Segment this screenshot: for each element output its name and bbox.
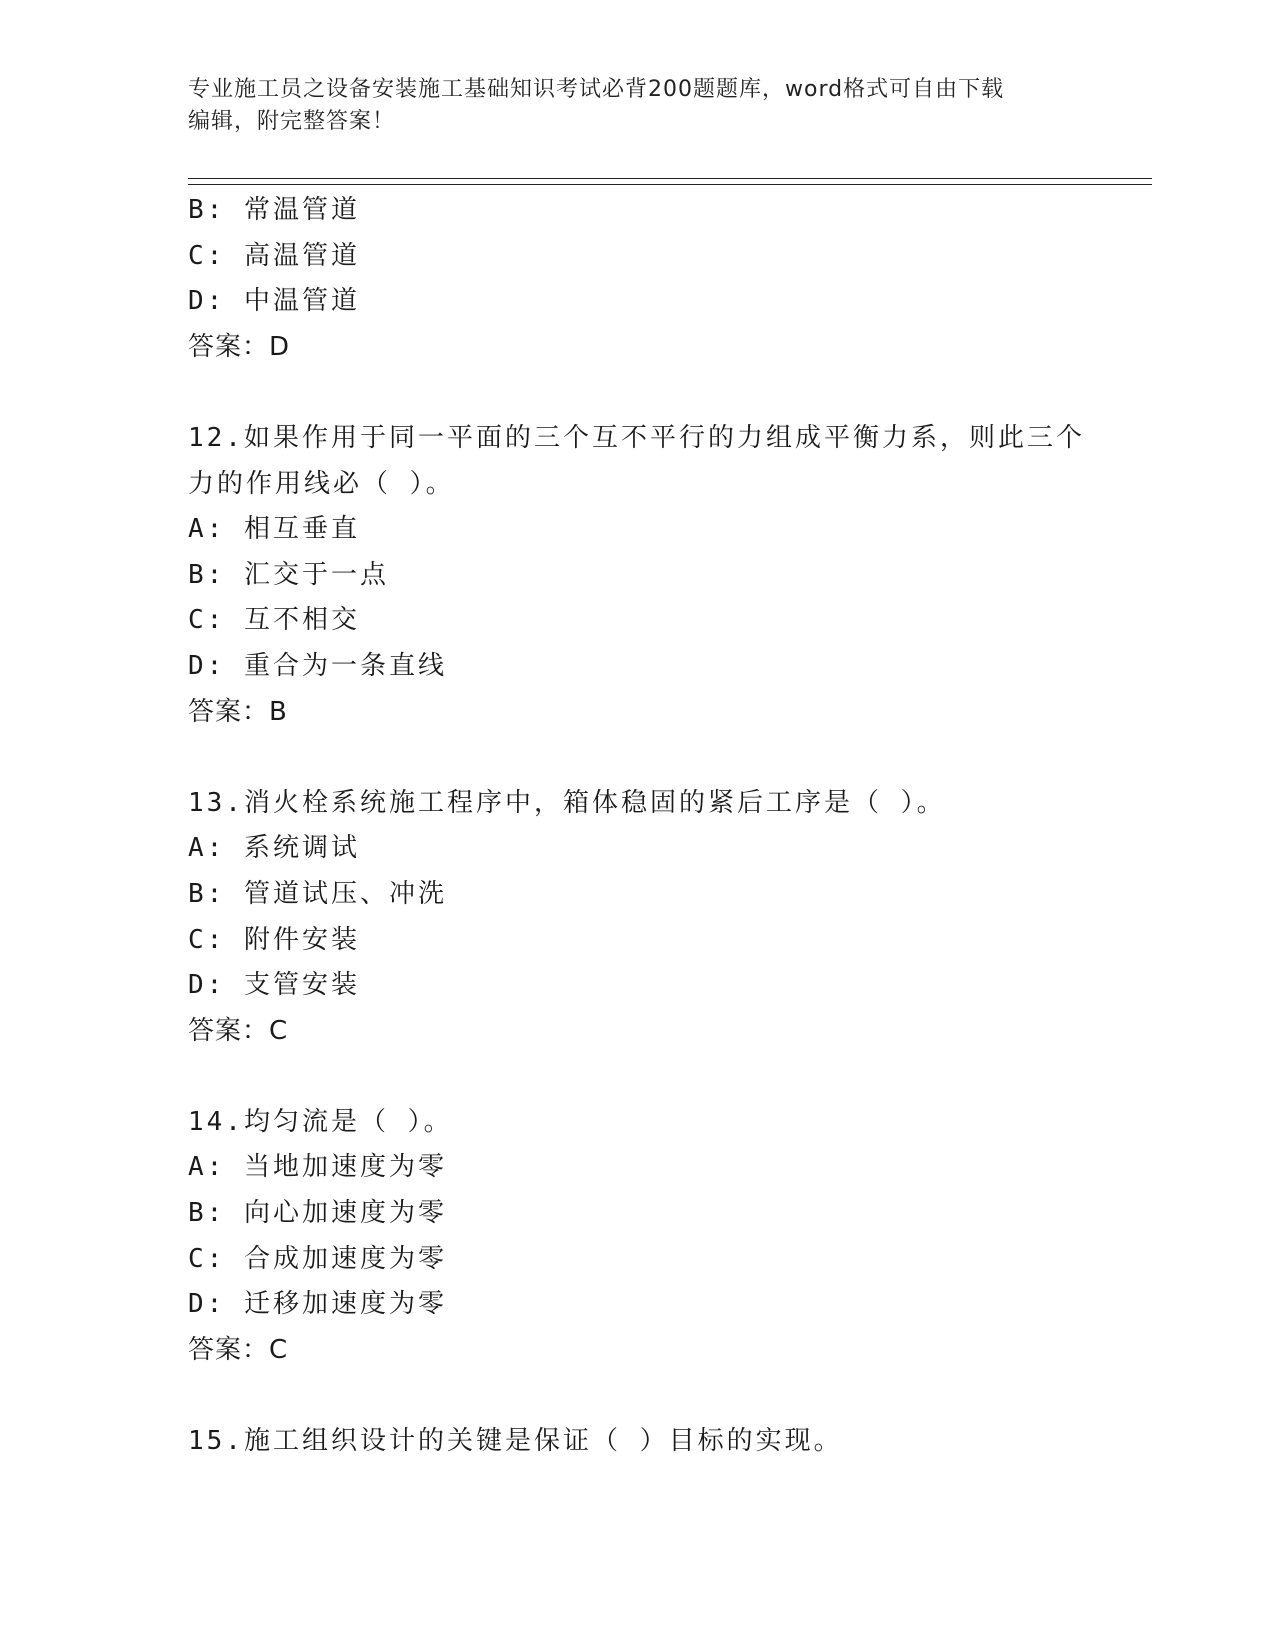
header-line-2: 编辑，附完整答案！ (188, 109, 396, 134)
option-c: C: 合成加速度为零 (188, 1243, 447, 1274)
option-a: A: 相互垂直 (188, 514, 360, 545)
page-header (188, 74, 1088, 138)
document-body (188, 188, 1128, 1465)
question-stem: 15.施工组织设计的关键是保证（ ）目标的实现。 (188, 1426, 843, 1457)
question-15 (188, 1419, 1128, 1465)
option-c: C: 高温管道 (188, 240, 360, 271)
option-a: A: 当地加速度为零 (188, 1152, 447, 1183)
option-b: B: 汇交于一点 (188, 559, 389, 590)
option-b: B: 向心加速度为零 (188, 1198, 447, 1229)
answer-label: 答案：D (188, 331, 291, 362)
option-a: A: 系统调试 (188, 833, 360, 864)
question-stem-continued: 力的作用线必（ ）。 (188, 468, 455, 499)
option-c: C: 附件安装 (188, 924, 360, 955)
option-d: D: 重合为一条直线 (188, 650, 447, 681)
question-fragment (188, 188, 1128, 370)
question-stem: 13.消火栓系统施工程序中，箱体稳固的紧后工序是（ ）。 (188, 787, 946, 818)
option-d: D: 迁移加速度为零 (188, 1289, 447, 1320)
answer-label: 答案：B (188, 696, 288, 727)
header-divider (188, 178, 1152, 185)
option-d: D: 支管安装 (188, 970, 360, 1001)
question-stem: 12.如果作用于同一平面的三个互不平行的力组成平衡力系，则此三个 (188, 422, 1085, 453)
question-12 (188, 416, 1128, 735)
header-line-1: 专业施工员之设备安装施工基础知识考试必背200题题库，word格式可自由下载 (188, 77, 1005, 102)
option-b: B: 常温管道 (188, 195, 360, 225)
question-14 (188, 1100, 1128, 1374)
option-d: D: 中温管道 (188, 286, 360, 317)
answer-label: 答案：C (188, 1015, 289, 1046)
question-stem: 14.均匀流是（ ）。 (188, 1106, 453, 1137)
option-c: C: 互不相交 (188, 605, 360, 636)
answer-label: 答案：C (188, 1334, 289, 1365)
question-13 (188, 781, 1128, 1055)
option-b: B: 管道试压、冲洗 (188, 878, 447, 909)
